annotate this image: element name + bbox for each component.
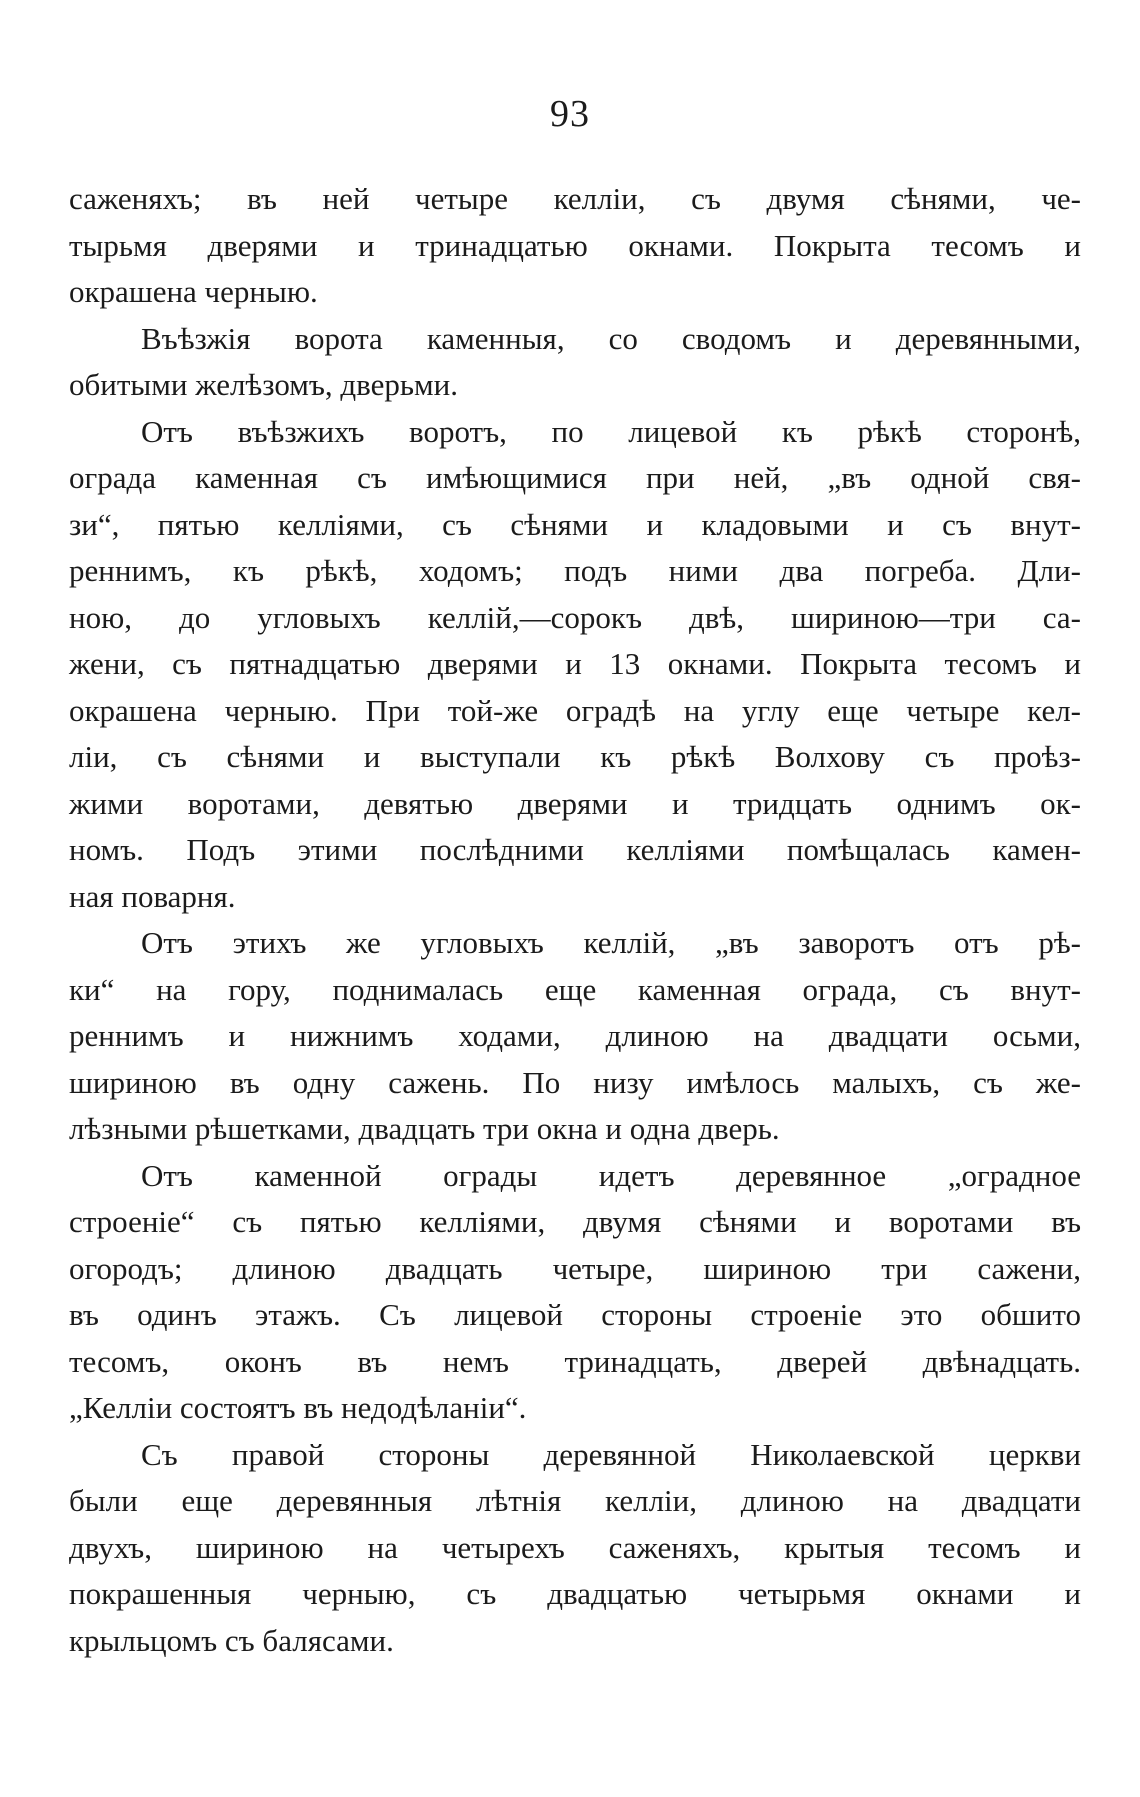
text-line: жими воротами, девятью дверями и тридцать однимъ ок- [69, 785, 1081, 821]
text-line: шириною въ одну сажень. По низу имѣлось малыхъ, съ же- [69, 1064, 1081, 1100]
text-line: ки“ на гору, поднималась еще каменная ограда, съ внут- [69, 971, 1081, 1007]
text-line: были еще деревянныя лѣтнія келліи, длиною на двадцати [69, 1483, 1081, 1518]
paragraph [69, 1432, 1081, 1665]
paragraph [69, 176, 1081, 316]
paragraph [69, 316, 1081, 409]
text-line: Въѣзжія ворота каменныя, со сводомъ и деревянными, [141, 320, 1081, 356]
text-line: ною, до угловыхъ келлій,—сорокъ двѣ, шириною—три са- [69, 599, 1081, 635]
text-line: Съ правой стороны деревянной Николаевской церкви [141, 1436, 1081, 1472]
text-line: огородъ; длиною двадцать четыре, шириною три сажени, [69, 1250, 1081, 1286]
text-line: окрашена черныю. [69, 274, 318, 309]
page-number: 93 [550, 93, 590, 135]
text-line: Отъ этихъ же угловыхъ келлій, „въ заворотъ отъ рѣ- [141, 925, 1081, 960]
paragraph [69, 920, 1081, 1153]
text-line: саженяхъ; въ ней четыре келліи, съ двумя сѣнями, че- [69, 181, 1081, 216]
text-line: окрашена черныю. При той-же оградѣ на углу еще четыре кел- [69, 692, 1081, 728]
text-line: ліи, съ сѣнями и выступали къ рѣкѣ Волхову съ проѣз- [69, 739, 1081, 774]
text-line: обитыми желѣзомъ, дверьми. [69, 367, 458, 402]
text-line: крыльцомъ съ балясами. [69, 1622, 394, 1658]
paragraph [69, 409, 1081, 921]
text-line: реннимъ и нижнимъ ходами, длиною на двадцати осьми, [69, 1018, 1081, 1053]
body-text [69, 176, 1081, 1664]
text-line: покрашенныя черныю, съ двадцатью четырьмя окнами и [69, 1576, 1081, 1611]
text-line: номъ. Подъ этими послѣдними келліями помѣщалась камен- [69, 832, 1081, 867]
paragraph [69, 1153, 1081, 1432]
text-line: Отъ въѣзжихъ воротъ, по лицевой къ рѣкѣ сторонѣ, [141, 413, 1081, 449]
text-line: Отъ каменной ограды идетъ деревянное „оградное [141, 1157, 1081, 1193]
text-line: тырьмя дверями и тринадцатью окнами. Покрыта тесомъ и [69, 227, 1081, 263]
text-line: „Келліи состоятъ въ недодѣланіи“. [69, 1390, 527, 1425]
text-line: ная поварня. [69, 878, 236, 914]
text-line: строеніе“ съ пятью келліями, двумя сѣнями и воротами въ [69, 1204, 1081, 1239]
text-line: жени, съ пятнадцатью дверями и 13 окнами. Покрыта тесомъ и [69, 646, 1081, 681]
text-line: реннимъ, къ рѣкѣ, ходомъ; подъ ними два погреба. Дли- [69, 553, 1081, 588]
text-line: зи“, пятью келліями, съ сѣнями и кладовыми и съ внут- [69, 506, 1081, 542]
text-line: ограда каменная съ имѣющимися при ней, „въ одной свя- [69, 460, 1081, 495]
text-line: двухъ, шириною на четырехъ саженяхъ, крытыя тесомъ и [69, 1529, 1081, 1565]
text-line: лѣзными рѣшетками, двадцать три окна и одна дверь. [69, 1111, 780, 1146]
text-line: тесомъ, оконъ въ немъ тринадцать, дверей двѣнадцать. [69, 1343, 1081, 1379]
text-line: въ одинъ этажъ. Съ лицевой стороны строеніе это обшито [69, 1297, 1081, 1332]
